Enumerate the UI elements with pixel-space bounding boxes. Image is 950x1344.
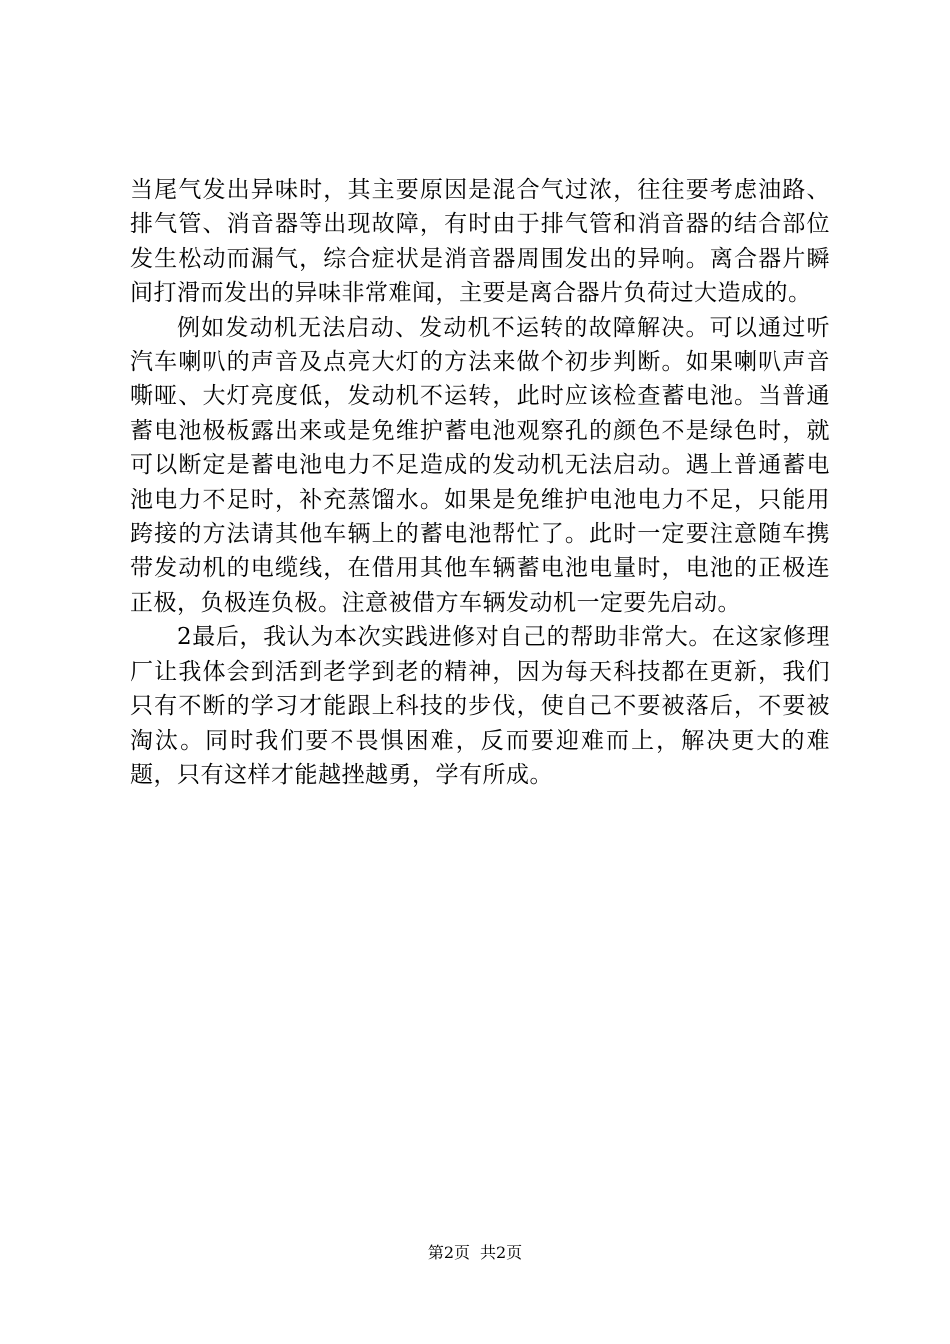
page-number: 第2页 bbox=[427, 1243, 470, 1262]
paragraph-3: 2最后，我认为本次实践进修对自己的帮助非常大。在这家修理厂让我体会到活到老学到老的精神，因为每天科技都在更新，我们只有不断的学习才能跟上科技的步伐，使自己不要被落后，不要被淘汰。同时我们要不畏惧困难，反而要迎难而上，解决更大的难题，只有这样才能越挫越勇，学有所成。 bbox=[130, 624, 830, 788]
paragraph-1: 当尾气发出异味时，其主要原因是混合气过浓，往往要考虑油路、排气管、消音器等出现故障，有时由于排气管和消音器的结合部位发生松动而漏气，综合症状是消音器周围发出的异响。离合器片瞬间打滑而发出的异味非常难闻，主要是离合器片负荷过大造成的。 bbox=[130, 177, 830, 307]
document-body bbox=[130, 173, 830, 792]
page-footer bbox=[0, 1243, 950, 1263]
page-total: 共2页 bbox=[480, 1243, 523, 1262]
paragraph-2: 例如发动机无法启动、发动机不运转的故障解决。可以通过听汽车喇叭的声音及点亮大灯的方法来做个初步判断。如果喇叭声音嘶哑、大灯亮度低，发动机不运转，此时应该检查蓄电池。当普通蓄电池极板露出来或是免维护蓄电池观察孔的颜色不是绿色时，就可以断定是蓄电池电力不足造成的发动机无法启动。遇上普通蓄电池电力不足时，补充蒸馏水。如果是免维护电池电力不足，只能用跨接的方法请其他车辆上的蓄电池帮忙了。此时一定要注意随车携带发动机的电缆线，在借用其他车辆蓄电池电量时，电池的正极连正极，负极连负极。注意被借方车辆发动机一定要先启动。 bbox=[130, 314, 830, 616]
